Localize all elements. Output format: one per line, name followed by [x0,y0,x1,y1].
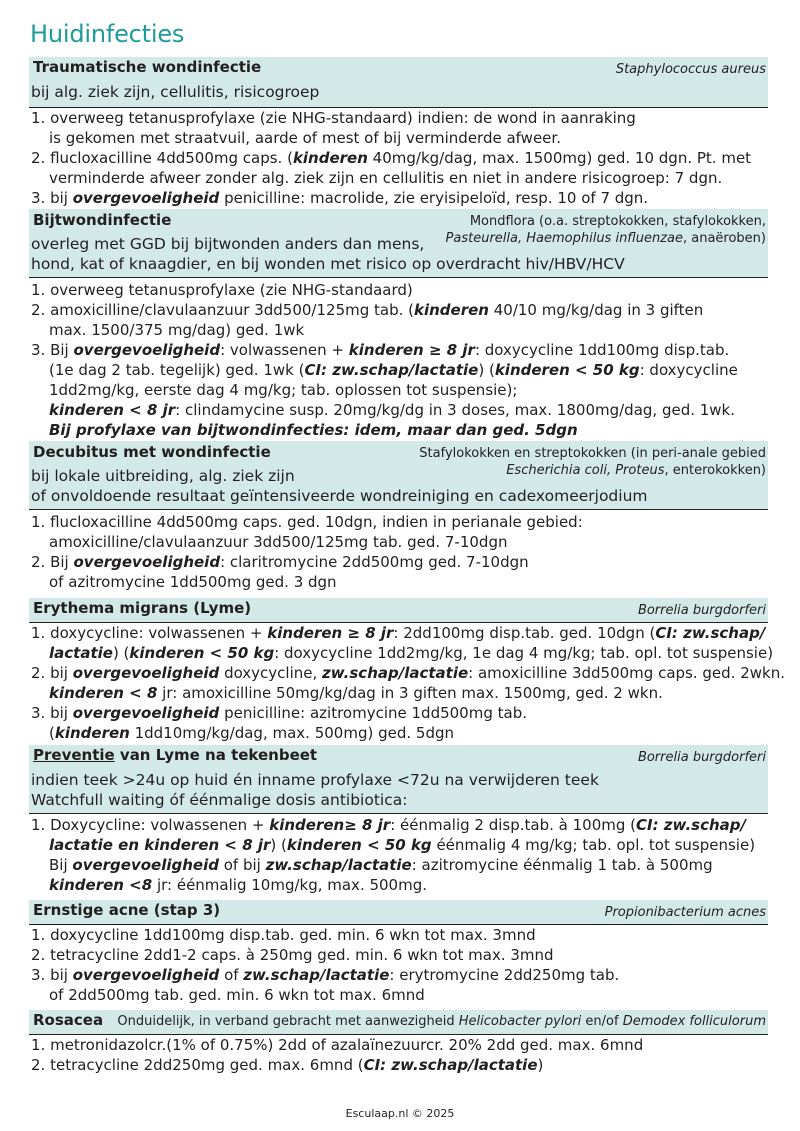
list-item: kinderen < 8 jr: amoxicilline 50mg/kg/dag in 3 giften max. 1500mg, ged. 2 wkn. [49,684,663,702]
section-title: Preventie van Lyme na tekenbeet [33,746,318,764]
list-item: 1. Doxycycline: volwassenen + kinderen≥ 8 jr: éénmalig 2 disp.tab. à 100mg (CI: zw.schap/ [31,816,746,834]
section-header-bite-wound [29,209,768,277]
list-item: 1. metronidazolcr.(1% of 0.75%) 2dd of azalaïnezuurcr. 20% 2dd ged. max. 6mnd [31,1036,644,1054]
organism-label: Escherichia coli, Proteus, enterokokken) [506,463,766,478]
list-item: 2. flucloxacilline 4dd500mg caps. (kinderen 40mg/kg/dag, max. 1500mg) ged. 10 dgn. Pt. met [31,149,752,167]
divider [29,509,768,510]
list-item: 2. tetracycline 2dd250mg ged. max. 6mnd (CI: zw.schap/lactatie) [31,1056,544,1074]
list-item: 1. overweeg tetanusprofylaxe (zie NHG-standaard) [31,281,413,299]
section-header-traumatic-wound [29,57,768,107]
list-item: lactatie en kinderen < 8 jr) (kinderen < 50 kg éénmalig 4 mg/kg; tab. opl. tot suspensie) [49,836,756,854]
list-item: lactatie) (kinderen < 50 kg: doxycycline 1dd2mg/kg, 1e dag 4 mg/kg; tab. opl. tot suspensie) [49,644,774,662]
list-item: verminderde afweer zonder alg. ziek zijn en cellulitis en niet in andere risicogroep: 7 dgn. [49,169,723,187]
list-item: amoxicilline/clavulaanzuur 3dd500/125mg tab. ged. 7-10dgn [49,533,508,551]
section-header-erythema-migrans [29,598,768,622]
list-item: of 2dd500mg tab. ged. min. 6 wkn tot max. 6mnd [49,986,425,1004]
footer-copyright: Esculaap.nl © 2025 [345,1107,455,1120]
list-item: of azitromycine 1dd500mg ged. 3 dgn [49,573,337,591]
list-item: 1. overweeg tetanusprofylaxe (zie NHG-standaard) indien: de wond in aanraking [31,109,636,127]
section-title: Decubitus met wondinfectie [33,443,271,461]
list-item: Bij profylaxe van bijtwondinfecties: idem, maar dan ged. 5dgn [49,421,578,439]
organism-label: Propionibacterium acnes [604,905,766,920]
section-indication: of onvoldoende resultaat geïntensiveerde wondreiniging en cadexomeerjodium [31,487,648,505]
organism-label: Borrelia burgdorferi [637,603,766,618]
organism-label: Staphylococcus aureus [615,62,766,77]
list-item: 1. flucloxacilline 4dd500mg caps. ged. 10dgn, indien in perianale gebied: [31,513,583,531]
section-indication: indien teek >24u op huid én inname profylaxe <72u na verwijderen teek [31,771,599,789]
list-item: is gekomen met straatvuil, aarde of mest of bij verminderde afweer. [49,129,561,147]
section-title: Bijtwondinfectie [33,211,172,229]
list-item: 2. tetracycline 2dd1-2 caps. à 250mg ged. min. 6 wkn tot max. 3mnd [31,946,554,964]
list-item: 3. bij overgevoeligheid of zw.schap/lactatie: erytromycine 2dd250mg tab. [31,966,620,984]
list-item: (1e dag 2 tab. tegelijk) ged. 1wk (CI: zw.schap/lactatie) (kinderen < 50 kg: doxycycline [49,361,738,379]
list-item: 2. Bij overgevoeligheid: claritromycine 2dd500mg ged. 7-10dgn [31,553,529,571]
section-title: Rosacea [33,1011,104,1029]
divider [29,813,768,814]
page-title: Huidinfecties [30,20,185,48]
section-indication: bij alg. ziek zijn, cellulitis, risicogroep [31,83,320,101]
list-item: kinderen <8 jr: éénmalig 10mg/kg, max. 500mg. [49,876,428,894]
section-indication: bij lokale uitbreiding, alg. ziek zijn [31,467,295,485]
section-indication: hond, kat of knaagdier, en bij wonden met risico op overdracht hiv/HBV/HCV [31,255,625,273]
list-item: kinderen < 8 jr: clindamycine susp. 20mg/kg/dg in 3 doses, max. 1800mg/dag, ged. 1wk. [49,401,736,419]
list-item: 3. bij overgevoeligheid penicilline: macrolide, zie eryisipeloïd, resp. 10 of 7 dgn. [31,189,649,207]
list-item: max. 1500/375 mg/dag) ged. 1wk [49,321,305,339]
organism-label: Mondflora (o.a. streptokokken, stafylokokken, [469,214,766,229]
divider [29,277,768,278]
list-item: 2. bij overgevoeligheid doxycycline, zw.schap/lactatie: amoxicilline 3dd500mg caps. ged. 2wkn. [31,664,785,682]
section-title: Traumatische wondinfectie [33,58,262,76]
list-item: 3. bij overgevoeligheid penicilline: azitromycine 1dd500mg tab. [31,704,527,722]
list-item: 1. doxycycline: volwassenen + kinderen ≥ 8 jr: 2dd100mg disp.tab. ged. 10dgn (CI: zw.schap/ [31,624,766,642]
organism-label: Stafylokokken en streptokokken (in peri-anale gebied [419,446,766,461]
list-item: 3. Bij overgevoeligheid: volwassenen + kinderen ≥ 8 jr: doxycycline 1dd100mg disp.tab. [31,341,730,359]
list-item: 1dd2mg/kg, eerste dag 4 mg/kg; tab. oplossen tot suspensie); [49,381,518,399]
section-header-lyme-prevention [29,745,768,813]
section-indication: overleg met GGD bij bijtwonden anders dan mens, [31,235,425,253]
list-item: (kinderen 1dd10mg/kg/dag, max. 500mg) ged. 5dgn [49,724,454,742]
section-header-decubitus [29,441,768,509]
section-indication: Watchfull waiting óf éénmalige dosis antibiotica: [31,791,408,809]
organism-label: Pasteurella, Haemophilus influenzae, anaëroben) [445,231,766,246]
list-item: 1. doxycycline 1dd100mg disp.tab. ged. min. 6 wkn tot max. 3mnd [31,926,536,944]
section-title: Ernstige acne (stap 3) [33,901,221,919]
organism-label: Borrelia burgdorferi [637,750,766,765]
list-item: Bij overgevoeligheid of bij zw.schap/lactatie: azitromycine éénmalig 1 tab. à 500mg [49,856,713,874]
section-title: Erythema migrans (Lyme) [33,599,252,617]
list-item: 2. amoxicilline/clavulaanzuur 3dd500/125mg tab. (kinderen 40/10 mg/kg/dag in 3 giften [31,301,704,319]
section-header-severe-acne [29,900,768,924]
organism-label: Onduidelijk, in verband gebracht met aanwezigheid Helicobacter pylori en/of Demodex folliculorum [117,1014,766,1029]
section-header-rosacea [29,1010,768,1034]
